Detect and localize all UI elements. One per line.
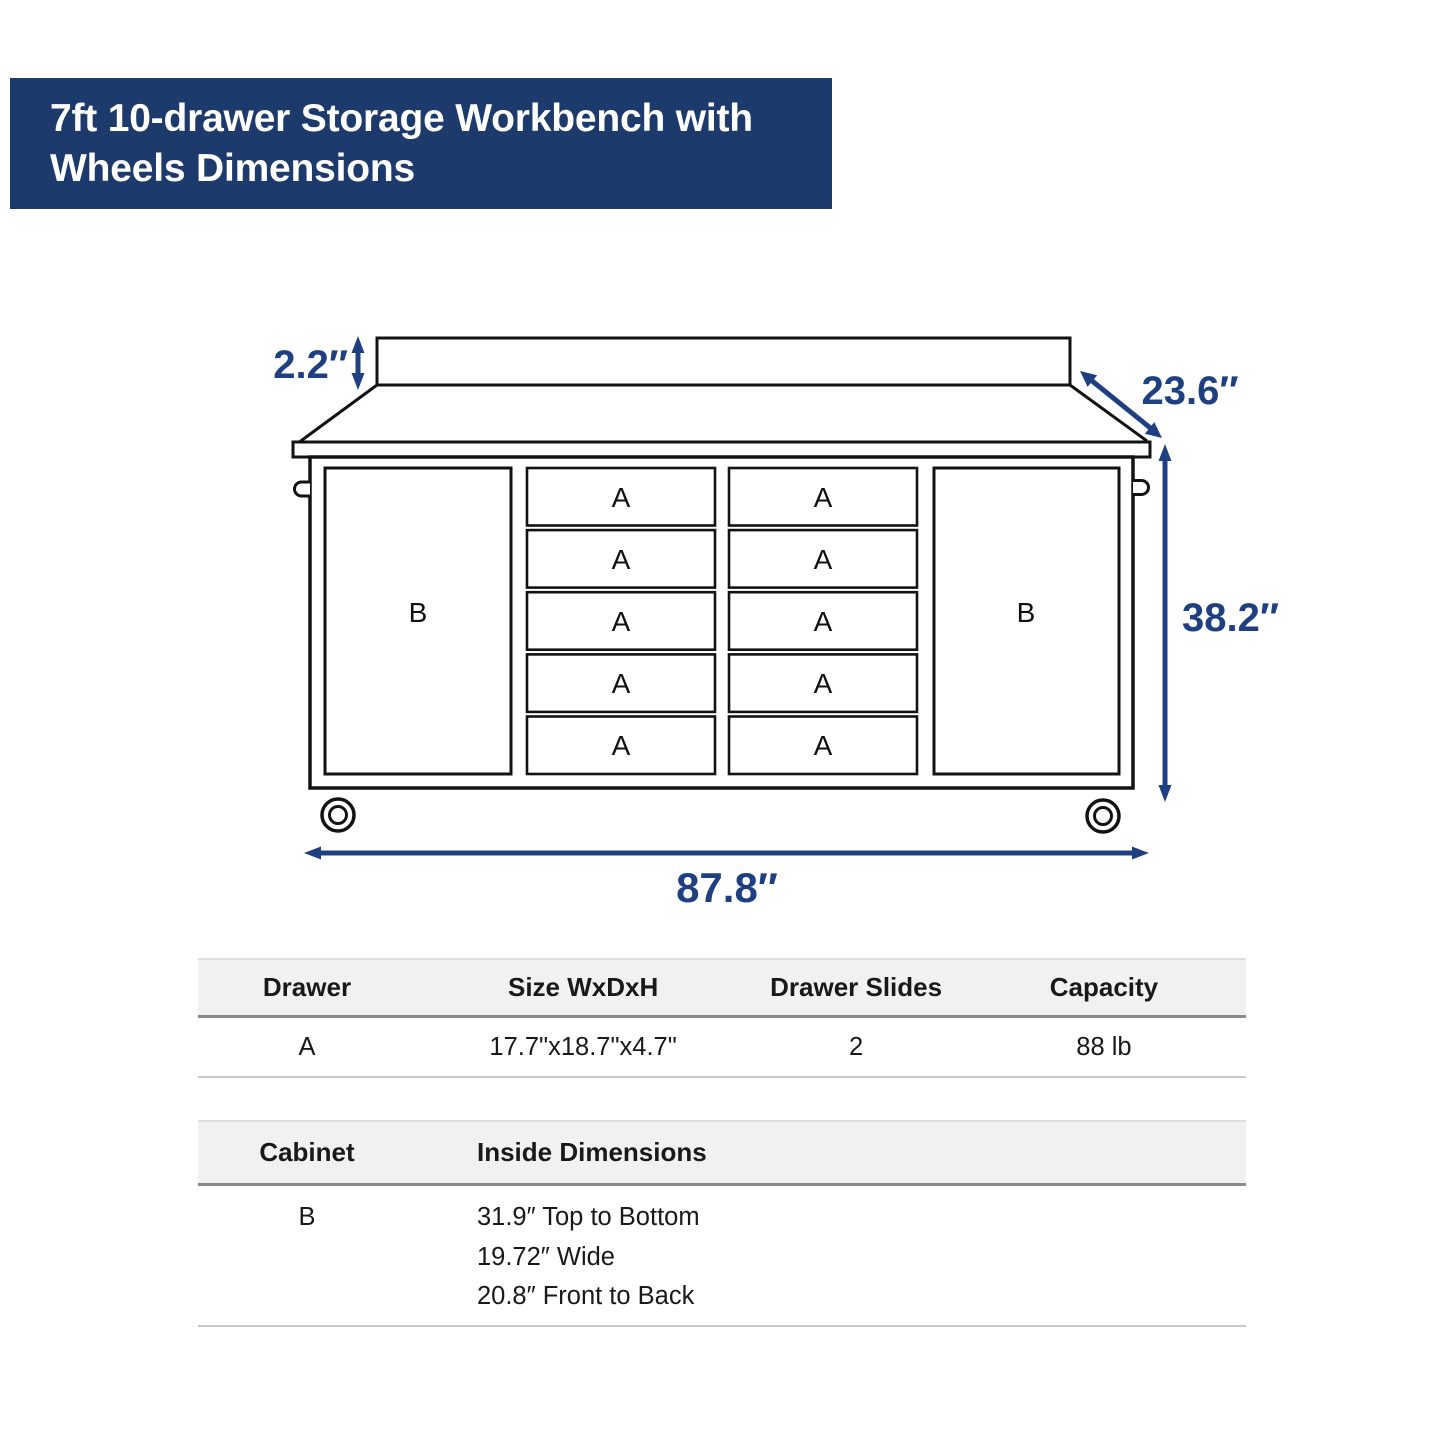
- overall-width-arrow: [304, 847, 1149, 860]
- overall-height-arrow: [1159, 444, 1172, 802]
- table-cell-line: 19.72″ Wide: [476, 1242, 615, 1271]
- cabinet-left-label: B: [408, 597, 428, 628]
- caster-right: [1087, 800, 1119, 832]
- backsplash-height-label: 2.2″: [273, 343, 348, 387]
- column-header: Inside Dimensions: [476, 1137, 707, 1167]
- column-header: Drawer Slides: [770, 972, 943, 1002]
- drawer-label: A: [611, 543, 631, 575]
- column-header: Drawer: [262, 972, 352, 1002]
- drawer-label: A: [611, 606, 631, 637]
- drawer-label: A: [813, 543, 833, 575]
- table-row: [198, 1186, 1246, 1327]
- worktop: [293, 442, 1150, 457]
- page-title-line-1: 7ft 10-drawer Storage Workbench with: [50, 97, 753, 140]
- table-cell: A: [298, 1032, 316, 1061]
- left-handle: [295, 482, 311, 496]
- column-header: Cabinet: [259, 1137, 355, 1167]
- cabinet-spec-table: [198, 1120, 1246, 1327]
- drawer-spec-table-header: [198, 958, 1246, 1018]
- worktop-depth-label: 23.6″: [1141, 369, 1239, 413]
- page-title-line-2: Wheels Dimensions: [50, 147, 416, 190]
- worktop-left-edge: [298, 385, 377, 443]
- table-cell: B: [298, 1203, 316, 1231]
- column-header: Capacity: [1049, 972, 1159, 1002]
- drawer-label: A: [813, 481, 833, 513]
- drawer-label: A: [611, 730, 631, 762]
- backsplash: [377, 338, 1070, 385]
- table-cell: 2: [849, 1032, 864, 1061]
- drawer-label: A: [611, 668, 631, 700]
- drawer-label: A: [813, 730, 833, 762]
- drawer-label: A: [813, 668, 833, 700]
- table-cell: 17.7"x18.7"x4.7": [489, 1032, 677, 1061]
- table-cell: 88 lb: [1076, 1032, 1132, 1061]
- backsplash-height-arrow: [352, 336, 365, 390]
- table-row: [198, 1018, 1246, 1078]
- overall-width-label: 87.8″: [676, 864, 778, 911]
- cabinet-spec-table-header: [198, 1120, 1246, 1186]
- table-cell: [416, 1198, 1246, 1317]
- table-cell-line: 31.9″ Top to Bottom: [476, 1203, 700, 1231]
- drawer-label: A: [611, 481, 631, 513]
- drawer-label: A: [813, 606, 833, 637]
- column-header: Size WxDxH: [507, 972, 659, 1002]
- cabinet-right-label: B: [1016, 597, 1036, 628]
- caster-left: [322, 799, 354, 831]
- table-cell-line: 20.8″ Front to Back: [476, 1282, 695, 1310]
- overall-height-label: 38.2″: [1182, 596, 1280, 640]
- drawer-spec-table: [198, 958, 1246, 1078]
- right-handle: [1133, 481, 1149, 495]
